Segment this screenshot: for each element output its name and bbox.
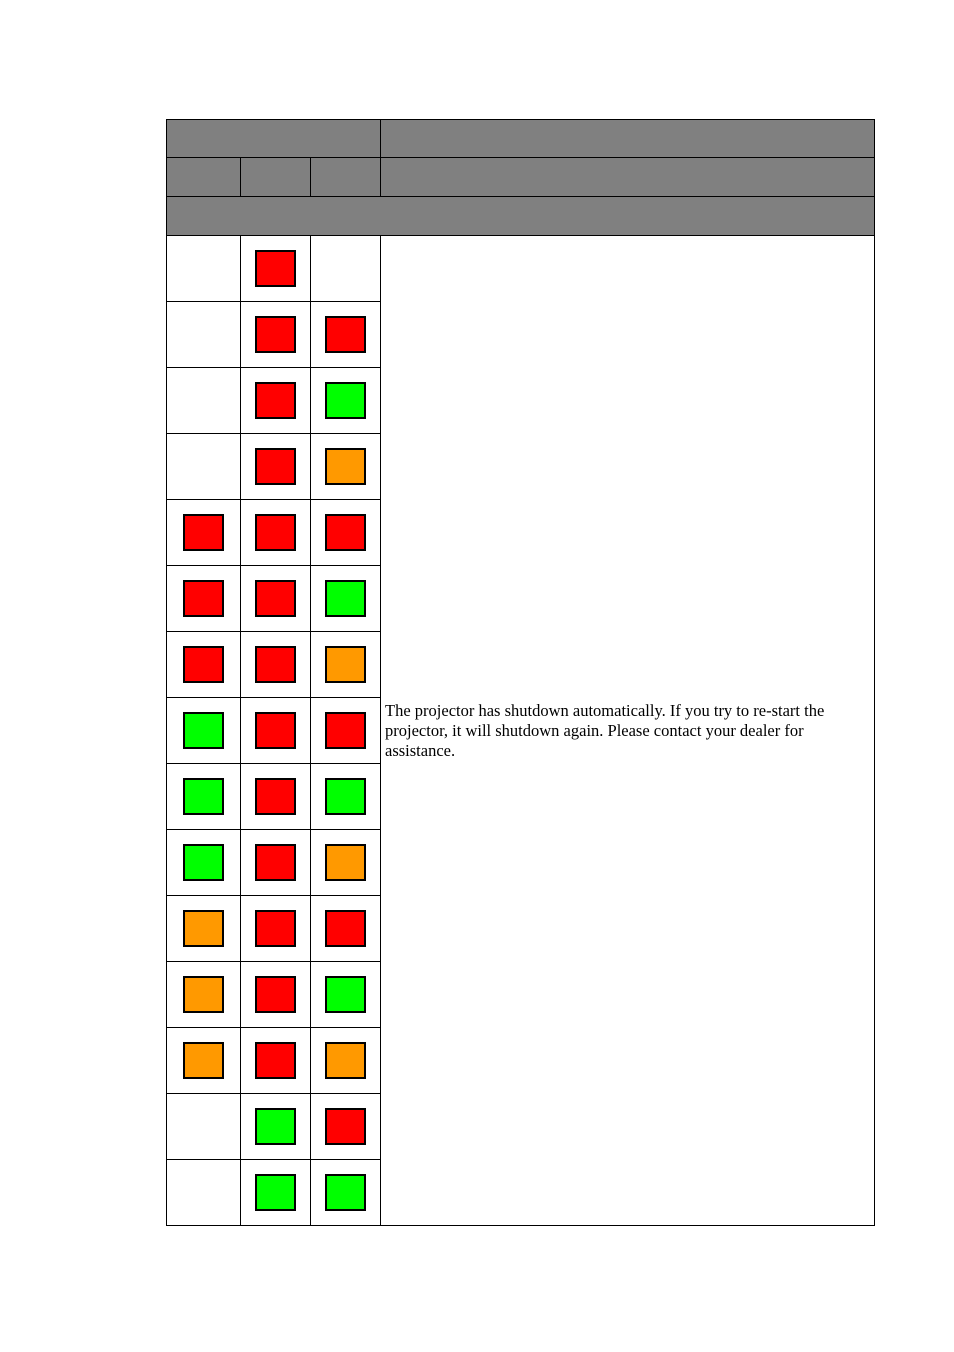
led-cell-2: [241, 1028, 311, 1094]
table-row: [167, 236, 875, 302]
led-cell-3: [311, 764, 381, 830]
led-cell-2: [241, 500, 311, 566]
led-cell-2: [241, 434, 311, 500]
red-led-icon: [255, 382, 296, 419]
green-led-icon: [325, 778, 366, 815]
header-row-2: [167, 158, 875, 197]
led-cell-2: [241, 236, 311, 302]
red-led-icon: [255, 1042, 296, 1079]
led-cell-1: [167, 698, 241, 764]
led-cell-1: [167, 236, 241, 302]
status-description: The projector has shutdown automatically. If you try to re-start the projector, it will shutdown again. Please contact your dealer for assistance.: [381, 236, 875, 1226]
green-led-icon: [183, 778, 224, 815]
led-cell-2: [241, 1094, 311, 1160]
led-cell-2: [241, 896, 311, 962]
led-cell-2: [241, 368, 311, 434]
red-led-icon: [325, 1108, 366, 1145]
led-cell-3: [311, 1028, 381, 1094]
led-cell-1: [167, 566, 241, 632]
led-cell-1: [167, 302, 241, 368]
red-led-icon: [325, 910, 366, 947]
red-led-icon: [183, 646, 224, 683]
red-led-icon: [255, 712, 296, 749]
led-cell-2: [241, 1160, 311, 1226]
led-cell-3: [311, 368, 381, 434]
led-cell-1: [167, 896, 241, 962]
led-cell-2: [241, 302, 311, 368]
led-cell-2: [241, 632, 311, 698]
led-cell-3: [311, 1094, 381, 1160]
led-cell-3: [311, 698, 381, 764]
green-led-icon: [255, 1174, 296, 1211]
header-led-group: [167, 120, 381, 158]
led-cell-3: [311, 896, 381, 962]
led-cell-2: [241, 566, 311, 632]
red-led-icon: [255, 250, 296, 287]
orange-led-icon: [183, 1042, 224, 1079]
header-description: [381, 158, 875, 197]
header-row-3: [167, 197, 875, 236]
red-led-icon: [325, 514, 366, 551]
led-cell-1: [167, 1160, 241, 1226]
section-header: [167, 197, 875, 236]
led-cell-1: [167, 434, 241, 500]
green-led-icon: [255, 1108, 296, 1145]
green-led-icon: [325, 580, 366, 617]
red-led-icon: [325, 712, 366, 749]
led-cell-1: [167, 368, 241, 434]
green-led-icon: [325, 1174, 366, 1211]
red-led-icon: [255, 778, 296, 815]
led-cell-1: [167, 632, 241, 698]
red-led-icon: [325, 316, 366, 353]
led-cell-2: [241, 764, 311, 830]
red-led-icon: [183, 514, 224, 551]
led-cell-1: [167, 962, 241, 1028]
led-cell-3: [311, 566, 381, 632]
red-led-icon: [255, 514, 296, 551]
led-cell-3: [311, 236, 381, 302]
led-cell-3: [311, 1160, 381, 1226]
green-led-icon: [183, 844, 224, 881]
red-led-icon: [255, 316, 296, 353]
led-cell-1: [167, 764, 241, 830]
red-led-icon: [255, 580, 296, 617]
orange-led-icon: [325, 1042, 366, 1079]
led-cell-3: [311, 434, 381, 500]
green-led-icon: [325, 976, 366, 1013]
header-row-1: [167, 120, 875, 158]
led-cell-3: [311, 830, 381, 896]
orange-led-icon: [325, 646, 366, 683]
led-cell-3: [311, 632, 381, 698]
led-cell-1: [167, 830, 241, 896]
header-status: [381, 120, 875, 158]
orange-led-icon: [183, 976, 224, 1013]
led-cell-3: [311, 302, 381, 368]
header-led-3: [311, 158, 381, 197]
orange-led-icon: [325, 844, 366, 881]
header-led-2: [241, 158, 311, 197]
led-cell-2: [241, 962, 311, 1028]
green-led-icon: [183, 712, 224, 749]
led-cell-3: [311, 962, 381, 1028]
green-led-icon: [325, 382, 366, 419]
led-cell-3: [311, 500, 381, 566]
red-led-icon: [255, 844, 296, 881]
led-cell-2: [241, 698, 311, 764]
led-cell-2: [241, 830, 311, 896]
red-led-icon: [183, 580, 224, 617]
red-led-icon: [255, 448, 296, 485]
orange-led-icon: [325, 448, 366, 485]
led-cell-1: [167, 500, 241, 566]
header-led-1: [167, 158, 241, 197]
orange-led-icon: [183, 910, 224, 947]
red-led-icon: [255, 976, 296, 1013]
red-led-icon: [255, 910, 296, 947]
led-cell-1: [167, 1094, 241, 1160]
red-led-icon: [255, 646, 296, 683]
led-cell-1: [167, 1028, 241, 1094]
led-indicator-table: [166, 119, 875, 1226]
